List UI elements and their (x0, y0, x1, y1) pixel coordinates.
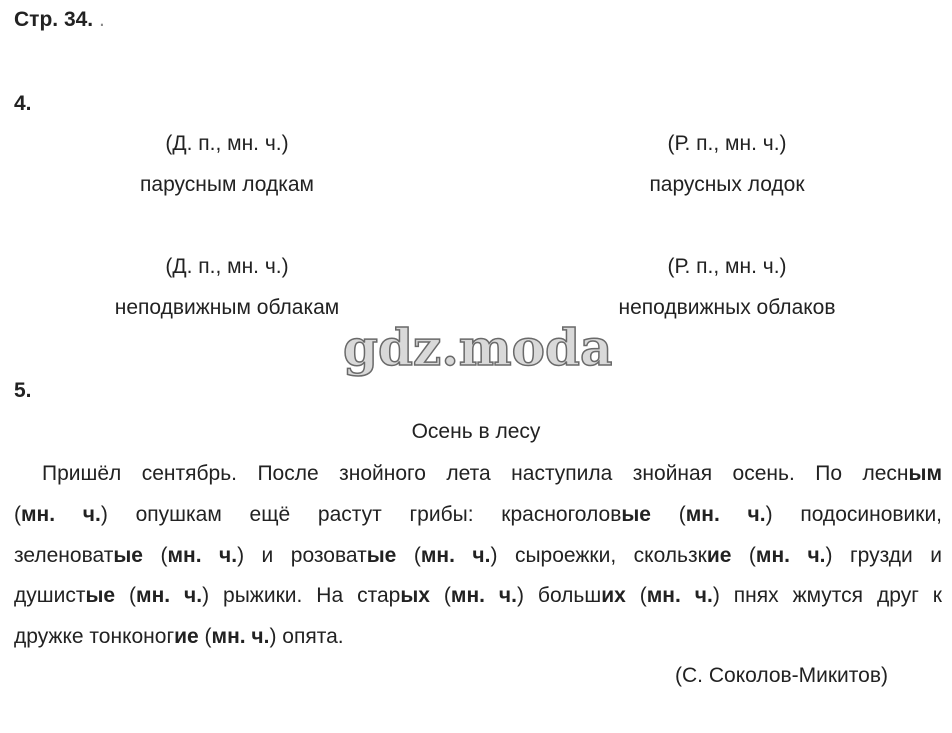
highlighted-ending: ых (400, 584, 430, 608)
story-text: зеленоват (14, 543, 114, 567)
story-text: ( (625, 584, 647, 608)
story-text: ( (650, 502, 686, 526)
story-text: ) и розоват (237, 543, 367, 567)
highlighted-ending: ие (706, 543, 732, 567)
story-line (14, 617, 942, 658)
highlighted-ending: ые (621, 502, 651, 526)
story-text: душист (14, 584, 86, 608)
highlighted-ending: мн. ч. (21, 502, 101, 526)
highlighted-ending: мн. ч. (450, 584, 517, 608)
highlighted-ending: ие (174, 625, 199, 649)
highlighted-ending: мн. ч. (685, 502, 766, 526)
story-text: ( (198, 625, 212, 649)
highlighted-ending: ые (85, 584, 116, 608)
story-text: ( (14, 502, 21, 526)
case-label: (Р. п., мн. ч.) (667, 132, 787, 155)
story-line (14, 576, 942, 617)
watermark-logo: gdz.moda (343, 318, 613, 377)
highlighted-ending: их (601, 584, 626, 608)
task-5-number: 5. (14, 379, 32, 402)
story-text: ( (396, 543, 421, 567)
phrase: парусных лодок (649, 173, 805, 196)
story-line (14, 495, 942, 536)
page-title: Стр. 34. (14, 8, 94, 31)
task-4-number: 4. (14, 92, 32, 115)
story-text: Пришёл сентябрь. После знойного лета наступила знойная осень. По лесн (42, 462, 909, 485)
story-text: ( (115, 584, 137, 608)
story-text: ) пнях жмутся друг к (712, 584, 942, 608)
highlighted-ending: ые (113, 543, 143, 567)
highlighted-ending: мн. ч. (646, 584, 713, 608)
story-text: ) опушкам ещё растут грибы: красноголов (100, 502, 622, 526)
highlighted-ending: мн. ч. (167, 543, 238, 567)
phrase: неподвижных облаков (618, 296, 836, 319)
story-paragraph (14, 454, 942, 658)
story-line (14, 454, 942, 495)
story-text: дружке тонконог (14, 625, 175, 649)
story-title: Осень в лесу (411, 420, 541, 443)
highlighted-ending: ые (366, 543, 397, 567)
phrase: неподвижным облакам (114, 296, 340, 319)
page-header (14, 8, 105, 32)
author-attribution: (С. Соколов-Микитов) (675, 664, 888, 687)
case-label: (Д. п., мн. ч.) (165, 132, 289, 155)
story-text: ) подосиновики, (765, 502, 943, 526)
story-text: ) грузди и (825, 543, 943, 567)
story-text: ) сыроежки, скользк (490, 543, 707, 567)
highlighted-ending: ым (908, 462, 942, 485)
story-text: ) рыжики. На стар (202, 584, 401, 608)
case-label: (Р. п., мн. ч.) (667, 255, 787, 278)
highlighted-ending: мн. ч. (755, 543, 826, 567)
page-header-dot: . (98, 8, 105, 31)
story-text: ( (142, 543, 168, 567)
highlighted-ending: мн. ч. (136, 584, 203, 608)
story-text: ( (731, 543, 756, 567)
story-text: ) опята. (269, 625, 344, 649)
highlighted-ending: мн. ч. (211, 625, 270, 649)
story-line (14, 536, 942, 577)
highlighted-ending: мн. ч. (420, 543, 491, 567)
phrase: парусным лодкам (140, 173, 314, 196)
case-label: (Д. п., мн. ч.) (165, 255, 289, 278)
story-text: ( (429, 584, 451, 608)
story-text: ) больш (516, 584, 602, 608)
